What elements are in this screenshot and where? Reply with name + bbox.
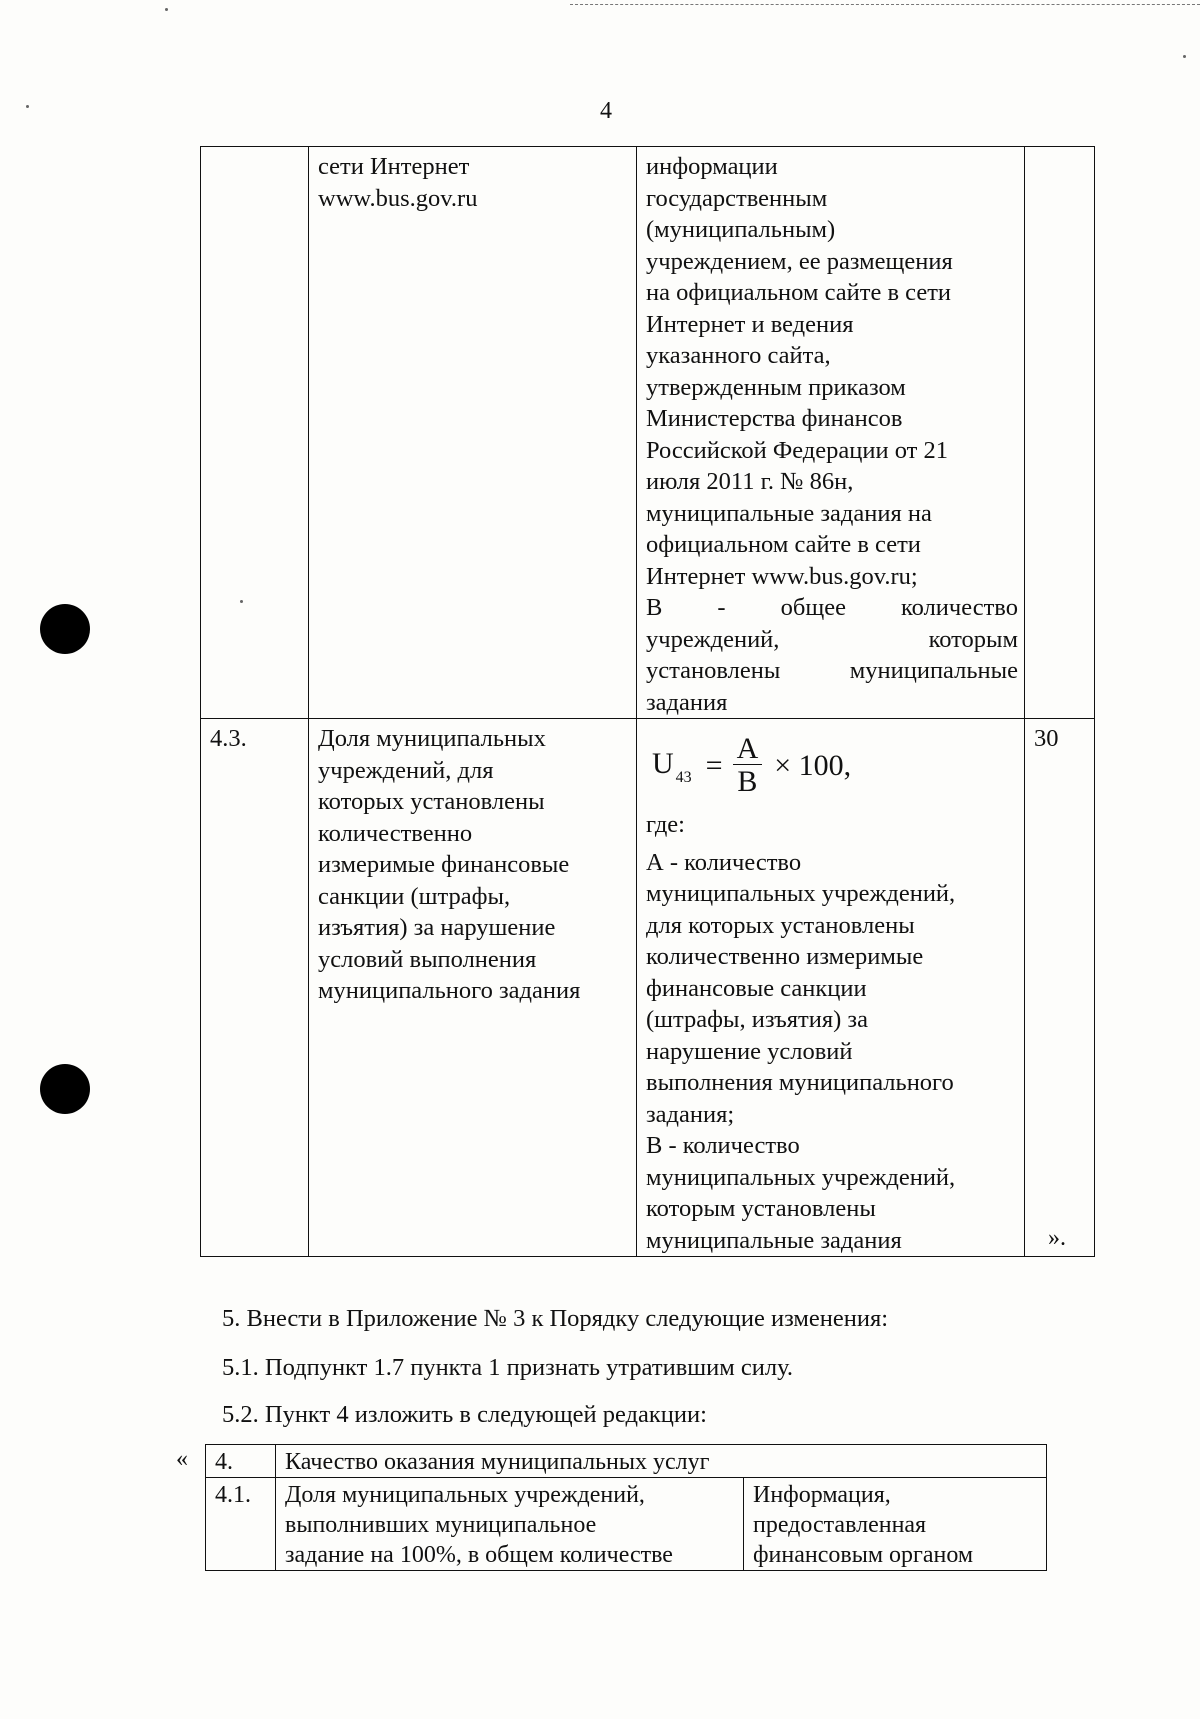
scan-speck	[165, 8, 168, 11]
paragraph: 5.1. Подпункт 1.7 пункта 1 признать утратившим силу.	[222, 1354, 794, 1381]
text-line: июля 2011 г. № 86н,	[646, 468, 854, 495]
text-line: учреждений, для	[318, 756, 494, 784]
text-line: Интернет и ведения	[646, 310, 854, 338]
paragraph: 5. Внести в Приложение № 3 к Порядку следующие изменения:	[222, 1305, 889, 1332]
text-line: финансовые санкции	[646, 974, 867, 1002]
text-line: задания;	[646, 1100, 735, 1128]
row-number: 4.3.	[210, 725, 247, 752]
formula-numerator: A	[733, 734, 763, 765]
table-row	[206, 1478, 1047, 1571]
section-number: 4.	[206, 1445, 276, 1478]
text-line: Российской Федерации от 21	[646, 436, 948, 464]
text-line: измеримые финансовые	[318, 851, 570, 878]
text-line: указанного сайта,	[646, 342, 831, 369]
formula-fraction	[733, 731, 763, 799]
word: В	[646, 594, 663, 621]
text-line: на официальном сайте в сети	[646, 279, 952, 306]
punch-hole	[40, 1064, 90, 1114]
text-line: которым установлены	[646, 1195, 876, 1222]
row-number: 4.1.	[206, 1478, 276, 1571]
scan-speck	[26, 105, 29, 108]
text-line: (муниципальным)	[646, 216, 836, 243]
text-line: санкции (штрафы,	[318, 882, 511, 910]
text-line: муниципальных учреждений,	[646, 880, 956, 907]
weight-cell	[1025, 147, 1095, 719]
text-line: условий выполнения	[318, 945, 537, 973]
text-line: количественно	[318, 819, 473, 847]
text-line: задания	[646, 688, 728, 716]
text-line: Информация,	[753, 1482, 891, 1508]
scan-speck	[1183, 55, 1186, 58]
table-row	[201, 719, 1095, 1257]
number-cell	[201, 719, 309, 1257]
text-line: Доля муниципальных	[318, 725, 546, 752]
justified-line	[646, 624, 1018, 656]
text-line: В - количество	[646, 1132, 800, 1159]
formula-subscript: 43	[675, 768, 692, 786]
text-line: государственным	[646, 184, 828, 212]
text-line: предоставленная	[753, 1512, 927, 1538]
text-line: официальном сайте в сети	[646, 531, 921, 558]
text-line: финансовым органом	[753, 1542, 974, 1568]
text-line: Доля муниципальных учреждений,	[285, 1482, 645, 1508]
text-line: Интернет www.bus.gov.ru;	[646, 562, 918, 590]
formula-variable: U	[652, 746, 674, 780]
word: учреждений,	[646, 625, 780, 653]
justified-line	[646, 655, 1018, 687]
text-line: (штрафы, изъятия) за	[646, 1006, 868, 1033]
text-line: муниципального задания	[318, 977, 581, 1004]
source-cell	[744, 1478, 1047, 1571]
word: муниципальные	[849, 657, 1018, 684]
where-label: где:	[646, 811, 685, 838]
text-line: для которых установлены	[646, 911, 915, 939]
text-line: изъятия) за нарушение	[318, 914, 556, 941]
indicator-name-cell	[309, 147, 637, 719]
word: -	[717, 594, 726, 621]
calculation-cell	[637, 147, 1025, 719]
formula-denominator: B	[737, 764, 758, 798]
text-line: муниципальные задания	[646, 1226, 902, 1254]
text-line: муниципальные задания на	[646, 499, 932, 527]
text-line: выполнивших муниципальное	[285, 1512, 597, 1538]
indicators-table	[200, 146, 1095, 1257]
formula-rhs: × 100,	[774, 749, 852, 783]
text-line: утвержденным приказом	[646, 373, 906, 401]
scan-edge-line	[570, 4, 1200, 5]
quality-indicators-table	[205, 1444, 1047, 1571]
indicator-name-cell	[309, 719, 637, 1257]
text-line: сети Интернет	[318, 153, 470, 180]
calculation-cell	[637, 719, 1025, 1257]
text-line: количественно измеримые	[646, 943, 924, 970]
weight-cell	[1025, 719, 1095, 1257]
justified-line	[646, 592, 1018, 624]
opening-quote: «	[176, 1446, 188, 1472]
weight-value: 30	[1034, 725, 1059, 752]
word: количество	[901, 594, 1018, 621]
word: установлены	[646, 657, 781, 684]
text-line: муниципальных учреждений,	[646, 1163, 956, 1191]
closing-quote: ».	[1048, 1225, 1066, 1251]
page-number: 4	[600, 98, 612, 124]
paragraph: 5.2. Пункт 4 изложить в следующей редакции:	[222, 1401, 707, 1428]
formula-lhs	[652, 748, 692, 785]
text-line: задание на 100%, в общем количестве	[285, 1542, 673, 1568]
text-line: www.bus.gov.ru	[318, 184, 478, 212]
section-title: Качество оказания муниципальных услуг	[276, 1445, 1047, 1478]
number-cell	[201, 147, 309, 719]
punch-hole	[40, 604, 90, 654]
text-line: Министерства финансов	[646, 405, 903, 432]
text-line: информации	[646, 153, 778, 180]
word: общее	[780, 594, 846, 621]
formula-equals: =	[705, 749, 723, 783]
table-header-row	[206, 1445, 1047, 1478]
text-line: учреждением, ее размещения	[646, 247, 953, 275]
word: которым	[928, 625, 1018, 653]
formula	[646, 723, 1018, 809]
text-line: А - количество	[646, 848, 802, 876]
indicator-name-cell	[276, 1478, 744, 1571]
text-line: выполнения муниципального	[646, 1069, 954, 1096]
table-row	[201, 147, 1095, 719]
text-line: нарушение условий	[646, 1037, 853, 1065]
text-line: которых установлены	[318, 788, 545, 815]
